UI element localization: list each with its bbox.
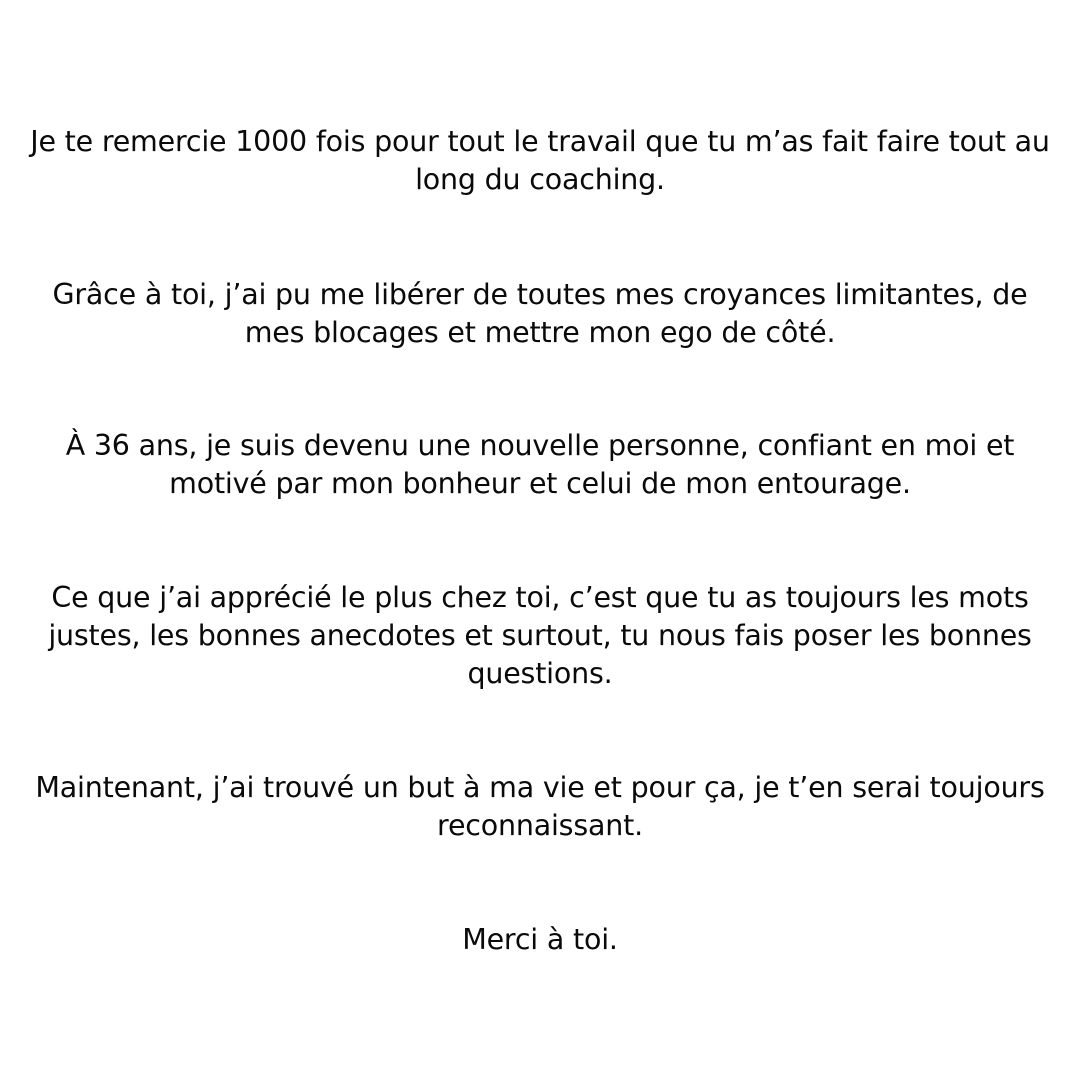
testimonial-paragraph-new-person: À 36 ans, je suis devenu une nouvelle personne, confiant en moi et motivé par mon bonheur et celui de mon entourage.	[65, 429, 1015, 500]
testimonial-paragraph-purpose: Maintenant, j’ai trouvé un but à ma vie et pour ça, je t’en serai toujours reconnaissant.	[35, 771, 1045, 842]
testimonial-paragraph-appreciation: Ce que j’ai apprécié le plus chez toi, c’est que tu as toujours les mots justes, les bonnes anecdotes et surtout, tu nous fais poser les bonnes questions.	[48, 581, 1032, 690]
testimonial-paragraph-closing: Merci à toi.	[462, 923, 618, 956]
testimonial-paragraph-beliefs: Grâce à toi, j’ai pu me libérer de toutes mes croyances limitantes, de mes blocages et mettre mon ego de côté.	[52, 278, 1028, 349]
testimonial-paragraph-thanks: Je te remercie 1000 fois pour tout le travail que tu m’as fait faire tout au long du coaching.	[30, 125, 1050, 196]
